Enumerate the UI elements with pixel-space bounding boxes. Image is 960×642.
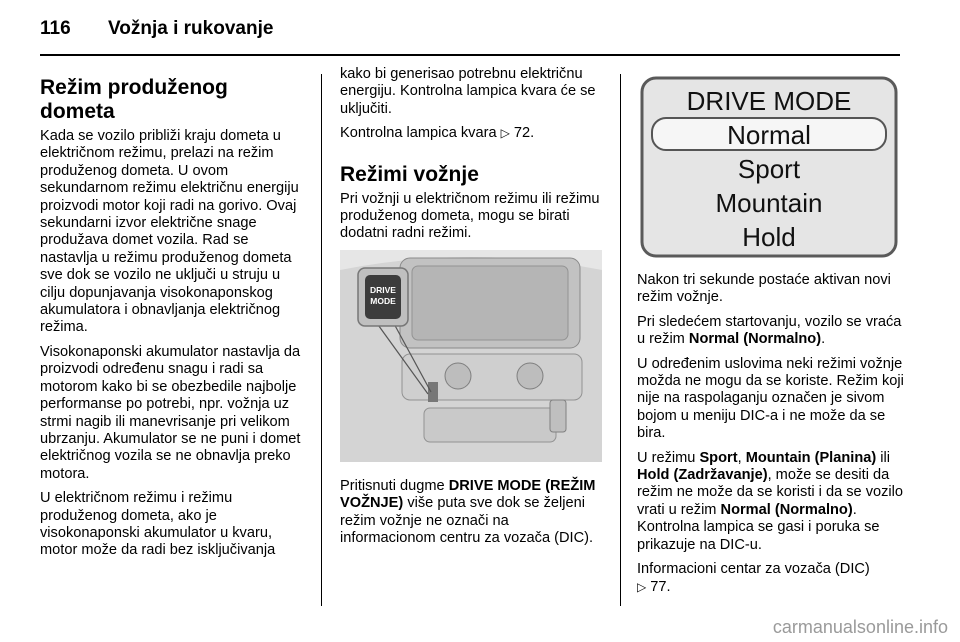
mode-term: Mountain (Planina) bbox=[745, 449, 877, 466]
paragraph: Kada se vozilo približi kraju dometa u električnom režimu, prelazi na režim produženog dometa. U ovom sekundarnom režimu električnu energiju proizvodi motor koji radi na gorivo. Ovaj sekundarni izvor električne snage produžava domet vozila. Rad se nastavlja u režimu produženog dometa sve dok se vozilo ne uključi u struju u cilju dopunjavanja visokonaponskog akumulatora i obnavljanja električnog režima. bbox=[40, 128, 299, 336]
column-3-text bbox=[637, 272, 905, 603]
text: ili bbox=[880, 449, 891, 466]
text: . bbox=[821, 331, 826, 348]
header-rule bbox=[40, 54, 900, 56]
column-1 bbox=[40, 66, 308, 567]
text: Pri sledećem startovanju, vozilo se vraća u režim bbox=[637, 313, 902, 348]
drive-mode-button-label: DRIVE bbox=[370, 284, 396, 295]
page-reference[interactable]: 77. bbox=[650, 578, 671, 595]
text: , bbox=[737, 449, 742, 466]
paragraph-reference bbox=[637, 561, 905, 596]
page-reference[interactable]: 72. bbox=[513, 125, 535, 142]
paragraph: Visokonaponski akumulator nastavlja da proizvodi određenu snagu i radi sa motorom kako bi se obezbedile najbolje performanse po potrebi, npr. vožnja uz strmi nagib ili manevrisanje pri velikom ubrzanju. Akumulator se ne puni i domet električnog vozila se ne obnavlja preko motora. bbox=[40, 343, 301, 482]
display-option-sport[interactable]: Sport bbox=[737, 154, 801, 184]
drive-mode-button-label: MODE bbox=[370, 295, 396, 306]
paragraph: Nakon tri sekunde postaće aktivan novi režim vožnje. bbox=[637, 272, 891, 306]
reference-text: Informacioni centar za vozača (DIC) bbox=[637, 561, 870, 578]
section-title: Vožnja i rukovanje bbox=[108, 18, 274, 39]
column-divider-1 bbox=[321, 74, 322, 606]
watermark: carmanualsonline.info bbox=[772, 617, 948, 637]
paragraph-press-button bbox=[340, 478, 608, 548]
mode-term: Sport bbox=[699, 449, 738, 466]
mode-term: Hold (Zadržavanje) bbox=[637, 467, 768, 484]
reference-text: Kontrolna lampica kvara bbox=[340, 125, 497, 142]
page-header bbox=[40, 18, 273, 40]
text: , može se desiti da režim ne može da se koristi i da se vozilo vrati u režim bbox=[637, 467, 904, 518]
paragraph bbox=[637, 314, 905, 349]
text: . Kontrolna lampica se gasi i poruka se prikazuje na DIC-u. bbox=[637, 501, 880, 553]
page-reference-icon: ▷ bbox=[637, 579, 647, 594]
paragraph bbox=[637, 450, 905, 554]
paragraph-reference bbox=[340, 125, 608, 142]
text: više puta sve dok se željeni režim vožnje ne označi na informacionom centru za vozača (DIC). bbox=[340, 495, 594, 547]
display-option-normal[interactable]: Normal bbox=[727, 120, 811, 150]
display-option-hold[interactable]: Hold bbox=[742, 222, 796, 252]
heading-range-extended: Režim produženog dometa bbox=[40, 76, 228, 123]
column-2 bbox=[340, 66, 608, 554]
mode-term: Normal (Normalno) bbox=[720, 501, 853, 518]
text: Pritisnuti dugme bbox=[340, 477, 445, 494]
paragraph: kako bi generisao potrebnu električnu energiju. Kontrolna lampica kvara će se uključiti. bbox=[340, 66, 596, 117]
drive-mode-term: DRIVE MODE (REŽIM VOŽNJE) bbox=[340, 477, 596, 512]
display-option-mountain[interactable]: Mountain bbox=[715, 188, 823, 218]
display-title: DRIVE MODE bbox=[686, 86, 852, 116]
paragraph: U električnom režimu i režimu produženog dometa, ako je visokonaponski akumulator u kvaru, motor može da radi bez isključivanja bbox=[40, 490, 276, 559]
text: U režimu bbox=[637, 449, 696, 466]
column-divider-2 bbox=[620, 74, 621, 606]
paragraph: Pri vožnji u električnom režimu ili režimu produženog dometa, mogu se birati dodatni radni režimi. bbox=[340, 190, 600, 242]
paragraph: U određenim uslovima neki režimi vožnje možda ne mogu da se koriste. Režim koji nije na raspolaganju označen je sivom bojom u meniju DIC-a i ne može da se bira. bbox=[637, 355, 904, 442]
dic-drive-mode-display bbox=[640, 76, 898, 258]
page-reference-icon: ▷ bbox=[500, 126, 510, 141]
dashboard-illustration bbox=[340, 250, 602, 462]
mode-term: Normal (Normalno) bbox=[688, 331, 822, 348]
heading-drive-modes: Režimi vožnje bbox=[340, 162, 479, 186]
page-number: 116 bbox=[40, 18, 71, 39]
